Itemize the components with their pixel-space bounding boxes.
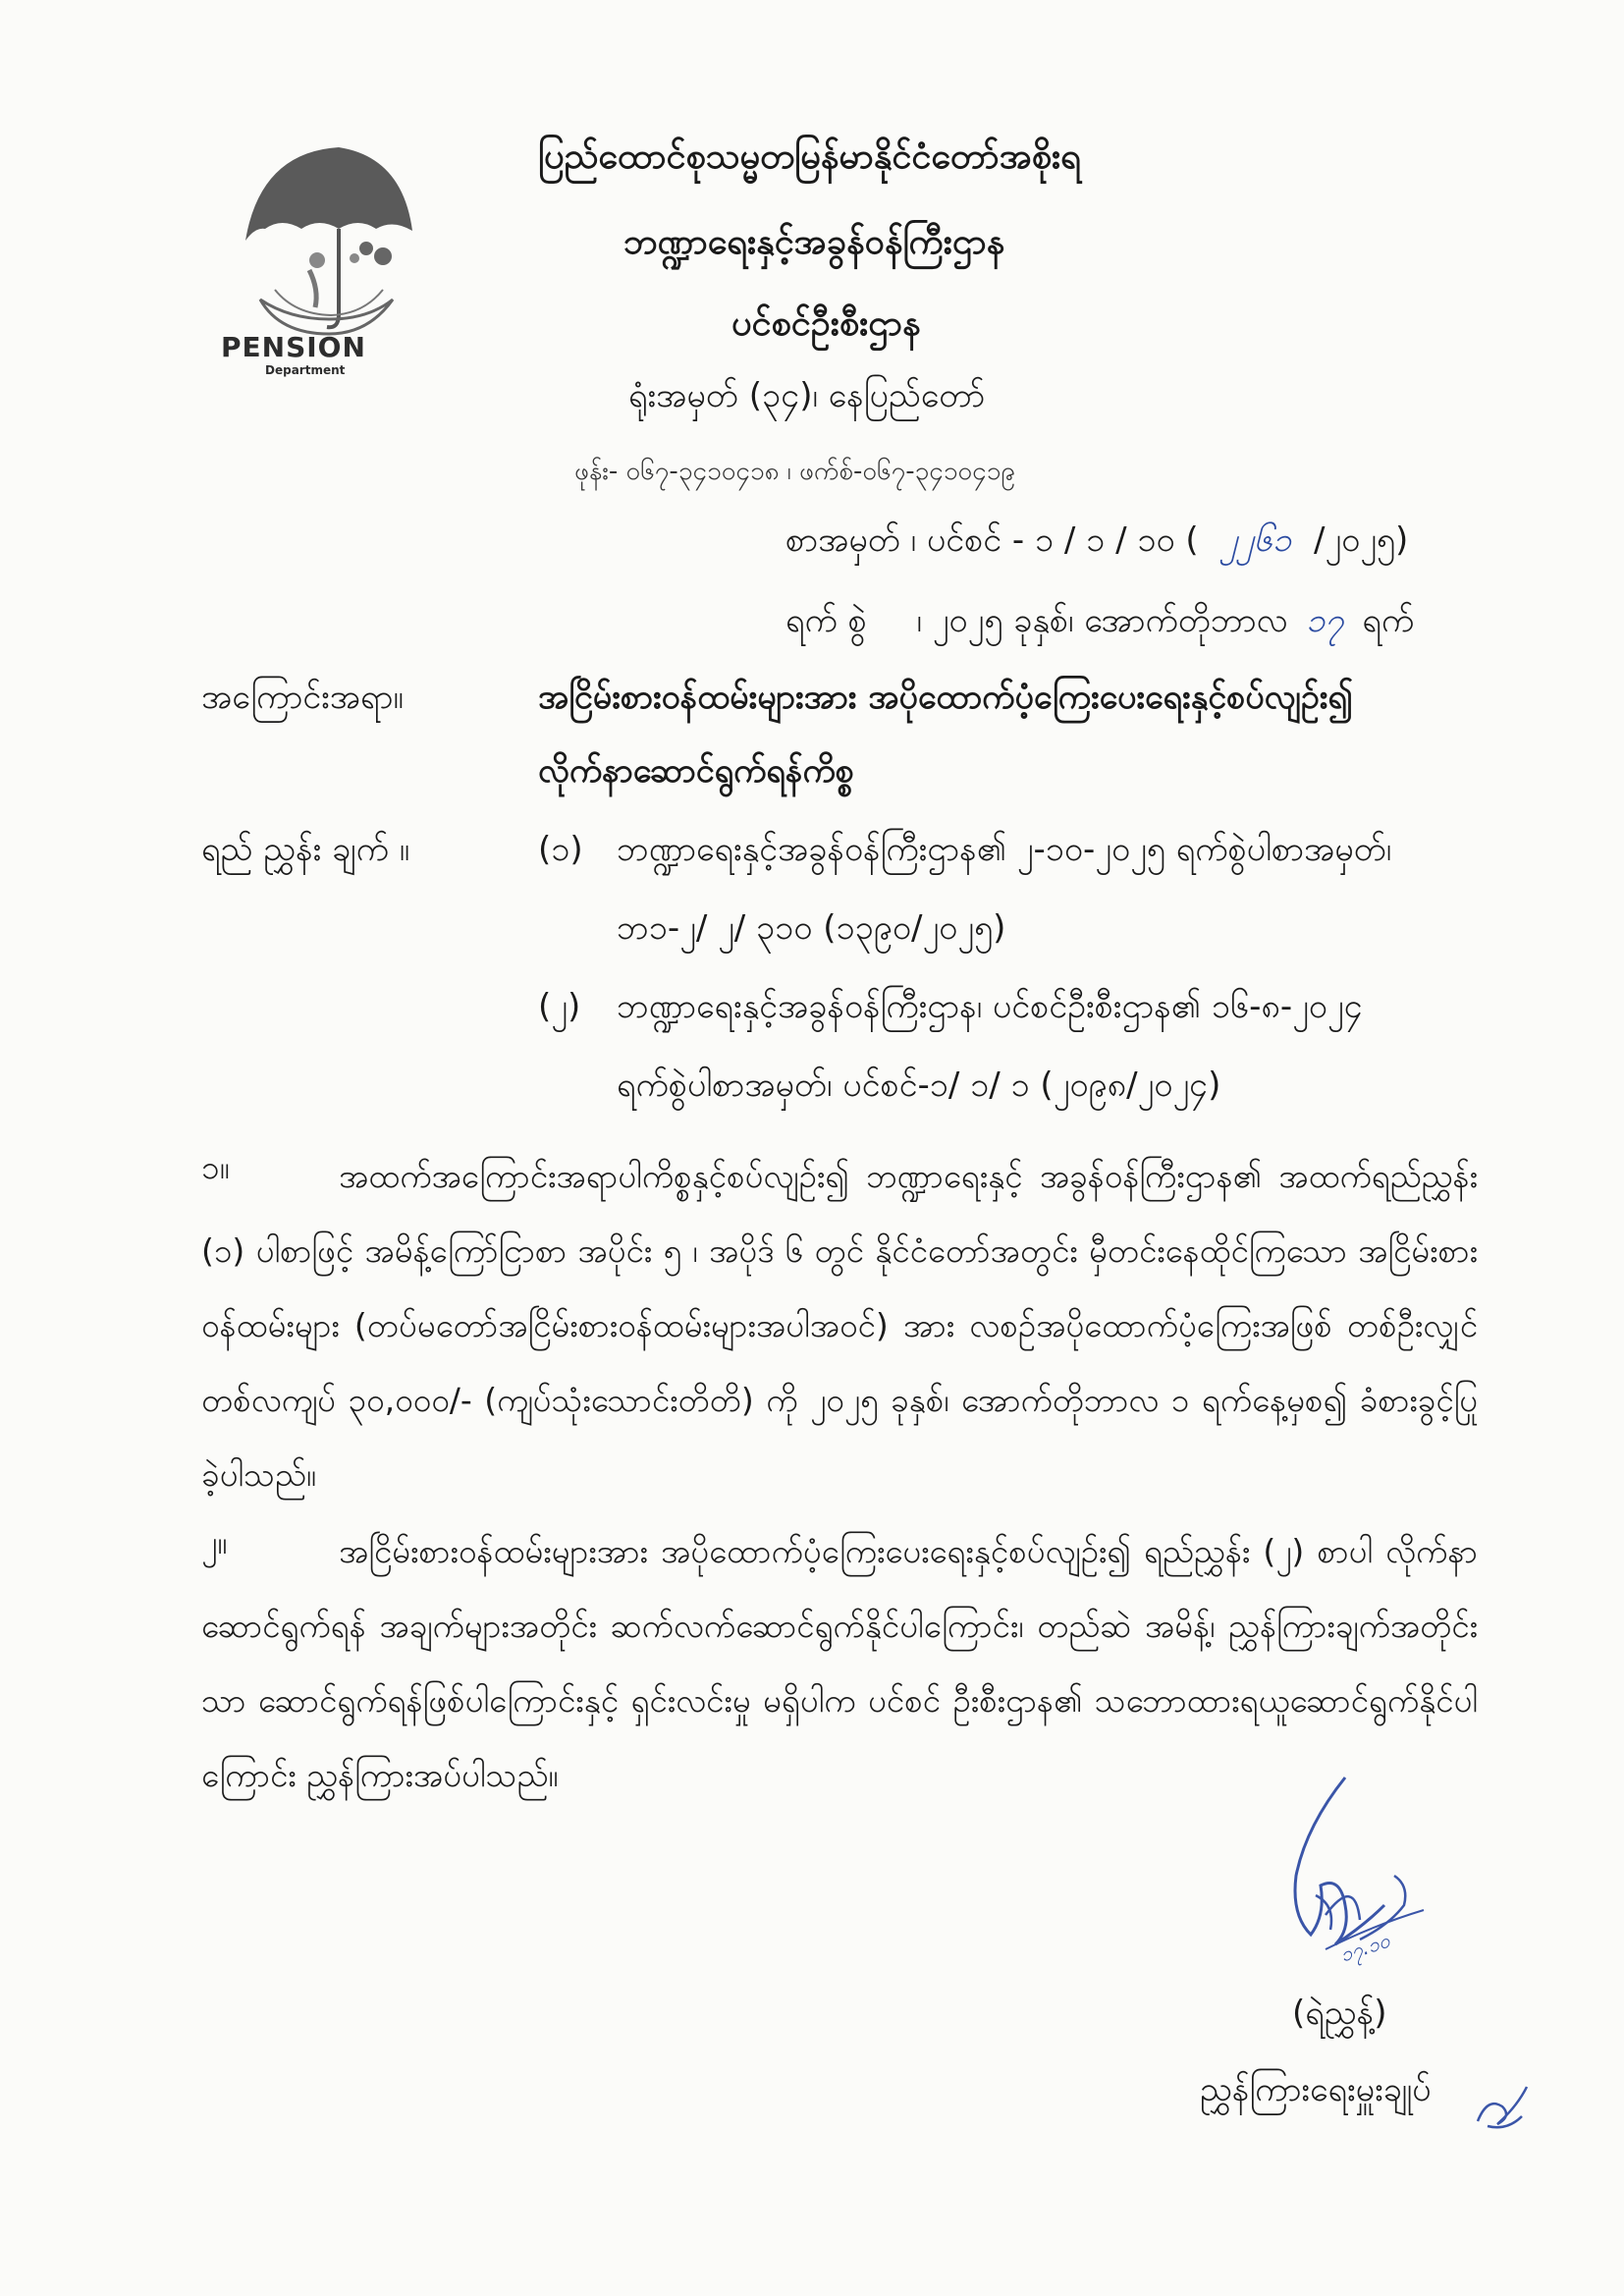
- subject-line-2: လိုက်နာဆောင်ရွက်ရန်ကိစ္စ: [538, 751, 854, 791]
- date-label: ရက် စွဲ: [785, 601, 867, 640]
- initials-icon: [1468, 2077, 1537, 2136]
- header-address: ရုံးအမှတ် (၃၄)၊ နေပြည်တော်: [628, 376, 986, 415]
- letter-number-end: /၂၀၂၅): [1313, 520, 1409, 560]
- header-line-2: ဘဏ္ဍာရေးနှင့်အခွန်ဝန်ကြီးဌာန: [623, 222, 1005, 262]
- reference-2-line-2: ရက်စွဲပါစာအမှတ်၊ ပင်စင်-၁/ ၁/ ၁ (၂၀၉၈/၂၀၂၄): [617, 1066, 1221, 1105]
- paragraph-2-number: ၂။: [201, 1523, 228, 1561]
- reference-1-line-1: ဘဏ္ဍာရေးနှင့်အခွန်ဝန်ကြီးဌာန၏ ၂-၁၀-၂၀၂၅ ရက်စွဲပါစာအမှတ်၊: [617, 830, 1392, 869]
- date-text: ၊ ၂၀၂၅ ခုနှစ်၊ အောက်တိုဘာလ: [916, 601, 1288, 640]
- header-contact: ဖုန်း- ၀၆၇-၃၄၁၀၄၁၈ ၊ ဖက်စ်-၀၆၇-၃၄၁၀၄၁၉: [574, 457, 1015, 486]
- paragraph-2: အငြိမ်းစားဝန်ထမ်းများအား အပိုထောက်ပံ့ကြေးပေးရေးနှင့်စပ်လျဉ်း၍ ရည်ညွှန်း (၂) စာပါ လိုက်နာဆောင်ရွက်ရန် အချက်များအတိုင်း ဆက်လက်ဆောင်ရွက်နိုင်ပါကြောင်း၊ တည်ဆဲ အမိန့်၊ ညွှန်ကြားချက်အတိုင်းသာ ဆောင်ရွက်ရန်ဖြစ်ပါကြောင်းနှင့် ရှင်းလင်းမှု မရှိပါက ပင်စင် ဦးစီးဌာန၏ သဘောထားရယူဆောင်ရွက်နိုင်ပါကြောင်း ညွှန်ကြားအပ်ပါသည်။: [201, 1532, 1478, 1794]
- subject-label: အကြောင်းအရာ။: [201, 678, 404, 717]
- initials-mark: [1468, 2077, 1537, 2136]
- signatory-name: (ရဲညွှန့်): [1292, 1994, 1387, 2033]
- letter-number-label: စာအမှတ် ၊ ပင်စင် - ၁ / ၁ / ၁၀ (: [785, 520, 1199, 560]
- reference-label: ရည် ညွှန်း ချက် ။: [201, 830, 409, 869]
- reference-2-no: (၂): [538, 987, 581, 1026]
- reference-1-no: (၁): [538, 830, 583, 869]
- reference-2-line-1: ဘဏ္ဍာရေးနှင့်အခွန်ဝန်ကြီးဌာန၊ ပင်စင်ဦးစီးဌာန၏ ၁၆-၈-၂၀၂၄: [617, 987, 1363, 1026]
- paragraph-1-number: ၁။: [201, 1148, 230, 1186]
- letter-number: [785, 520, 1408, 561]
- date-handwritten: ၁၇: [1306, 601, 1344, 640]
- signature-date-handwritten: ၁၇.၁၀: [1336, 1928, 1393, 1967]
- pension-logo: [221, 133, 417, 388]
- header-line-1: ပြည်ထောင်စုသမ္မတမြန်မာနိုင်ငံတော်အစိုးရ: [538, 137, 1081, 177]
- date-end: ရက်: [1362, 601, 1415, 640]
- reference-1-line-2: ဘ၁-၂/ ၂/ ၃၁၀ (၁၃၉၀/၂၀၂၅): [617, 908, 1006, 948]
- header-line-3: ပင်စင်ဦးစီးဌာန: [731, 303, 921, 344]
- signatory-title: ညွှန်ကြားရေးမှူးချုပ်: [1200, 2070, 1432, 2109]
- logo-title: PENSION: [221, 331, 366, 363]
- paragraph-1: အထက်အကြောင်းအရာပါကိစ္စနှင့်စပ်လျဉ်း၍ ဘဏ္ဍာရေးနှင့် အခွန်ဝန်ကြီးဌာန၏ အထက်ရည်ညွှန်း (၁) ပါစာဖြင့် အမိန့်ကြော်ငြာစာ အပိုင်း ၅ ၊ အပိုဒ် ၆ တွင် နိုင်ငံတော်အတွင်း မှီတင်းနေထိုင်ကြသော အငြိမ်းစားဝန်ထမ်းများ (တပ်မတော်အငြိမ်းစားဝန်ထမ်းများအပါအဝင်) အား လစဉ်အပိုထောက်ပံ့ကြေးအဖြစ် တစ်ဦးလျှင် တစ်လကျပ် ၃၀,၀၀၀/- (ကျပ်သုံးသောင်းတိတိ) ကို ၂၀၂၅ ခုနှစ်၊ အောက်တိုဘာလ ၁ ရက်နေ့မှစ၍ ခံစားခွင့်ပြုခဲ့ပါသည်။: [201, 1157, 1478, 1494]
- umbrella-hands-icon: [221, 133, 417, 349]
- logo-subtitle: Department: [265, 363, 346, 377]
- signature-drawing: [1267, 1768, 1443, 1994]
- subject-line-1: အငြိမ်းစားဝန်ထမ်းများအား အပိုထောက်ပံ့ကြေးပေးရေးနှင့်စပ်လျဉ်း၍: [538, 678, 1353, 717]
- letter-date: [785, 601, 1414, 641]
- letter-number-handwritten: ၂၂၆၁: [1220, 520, 1292, 560]
